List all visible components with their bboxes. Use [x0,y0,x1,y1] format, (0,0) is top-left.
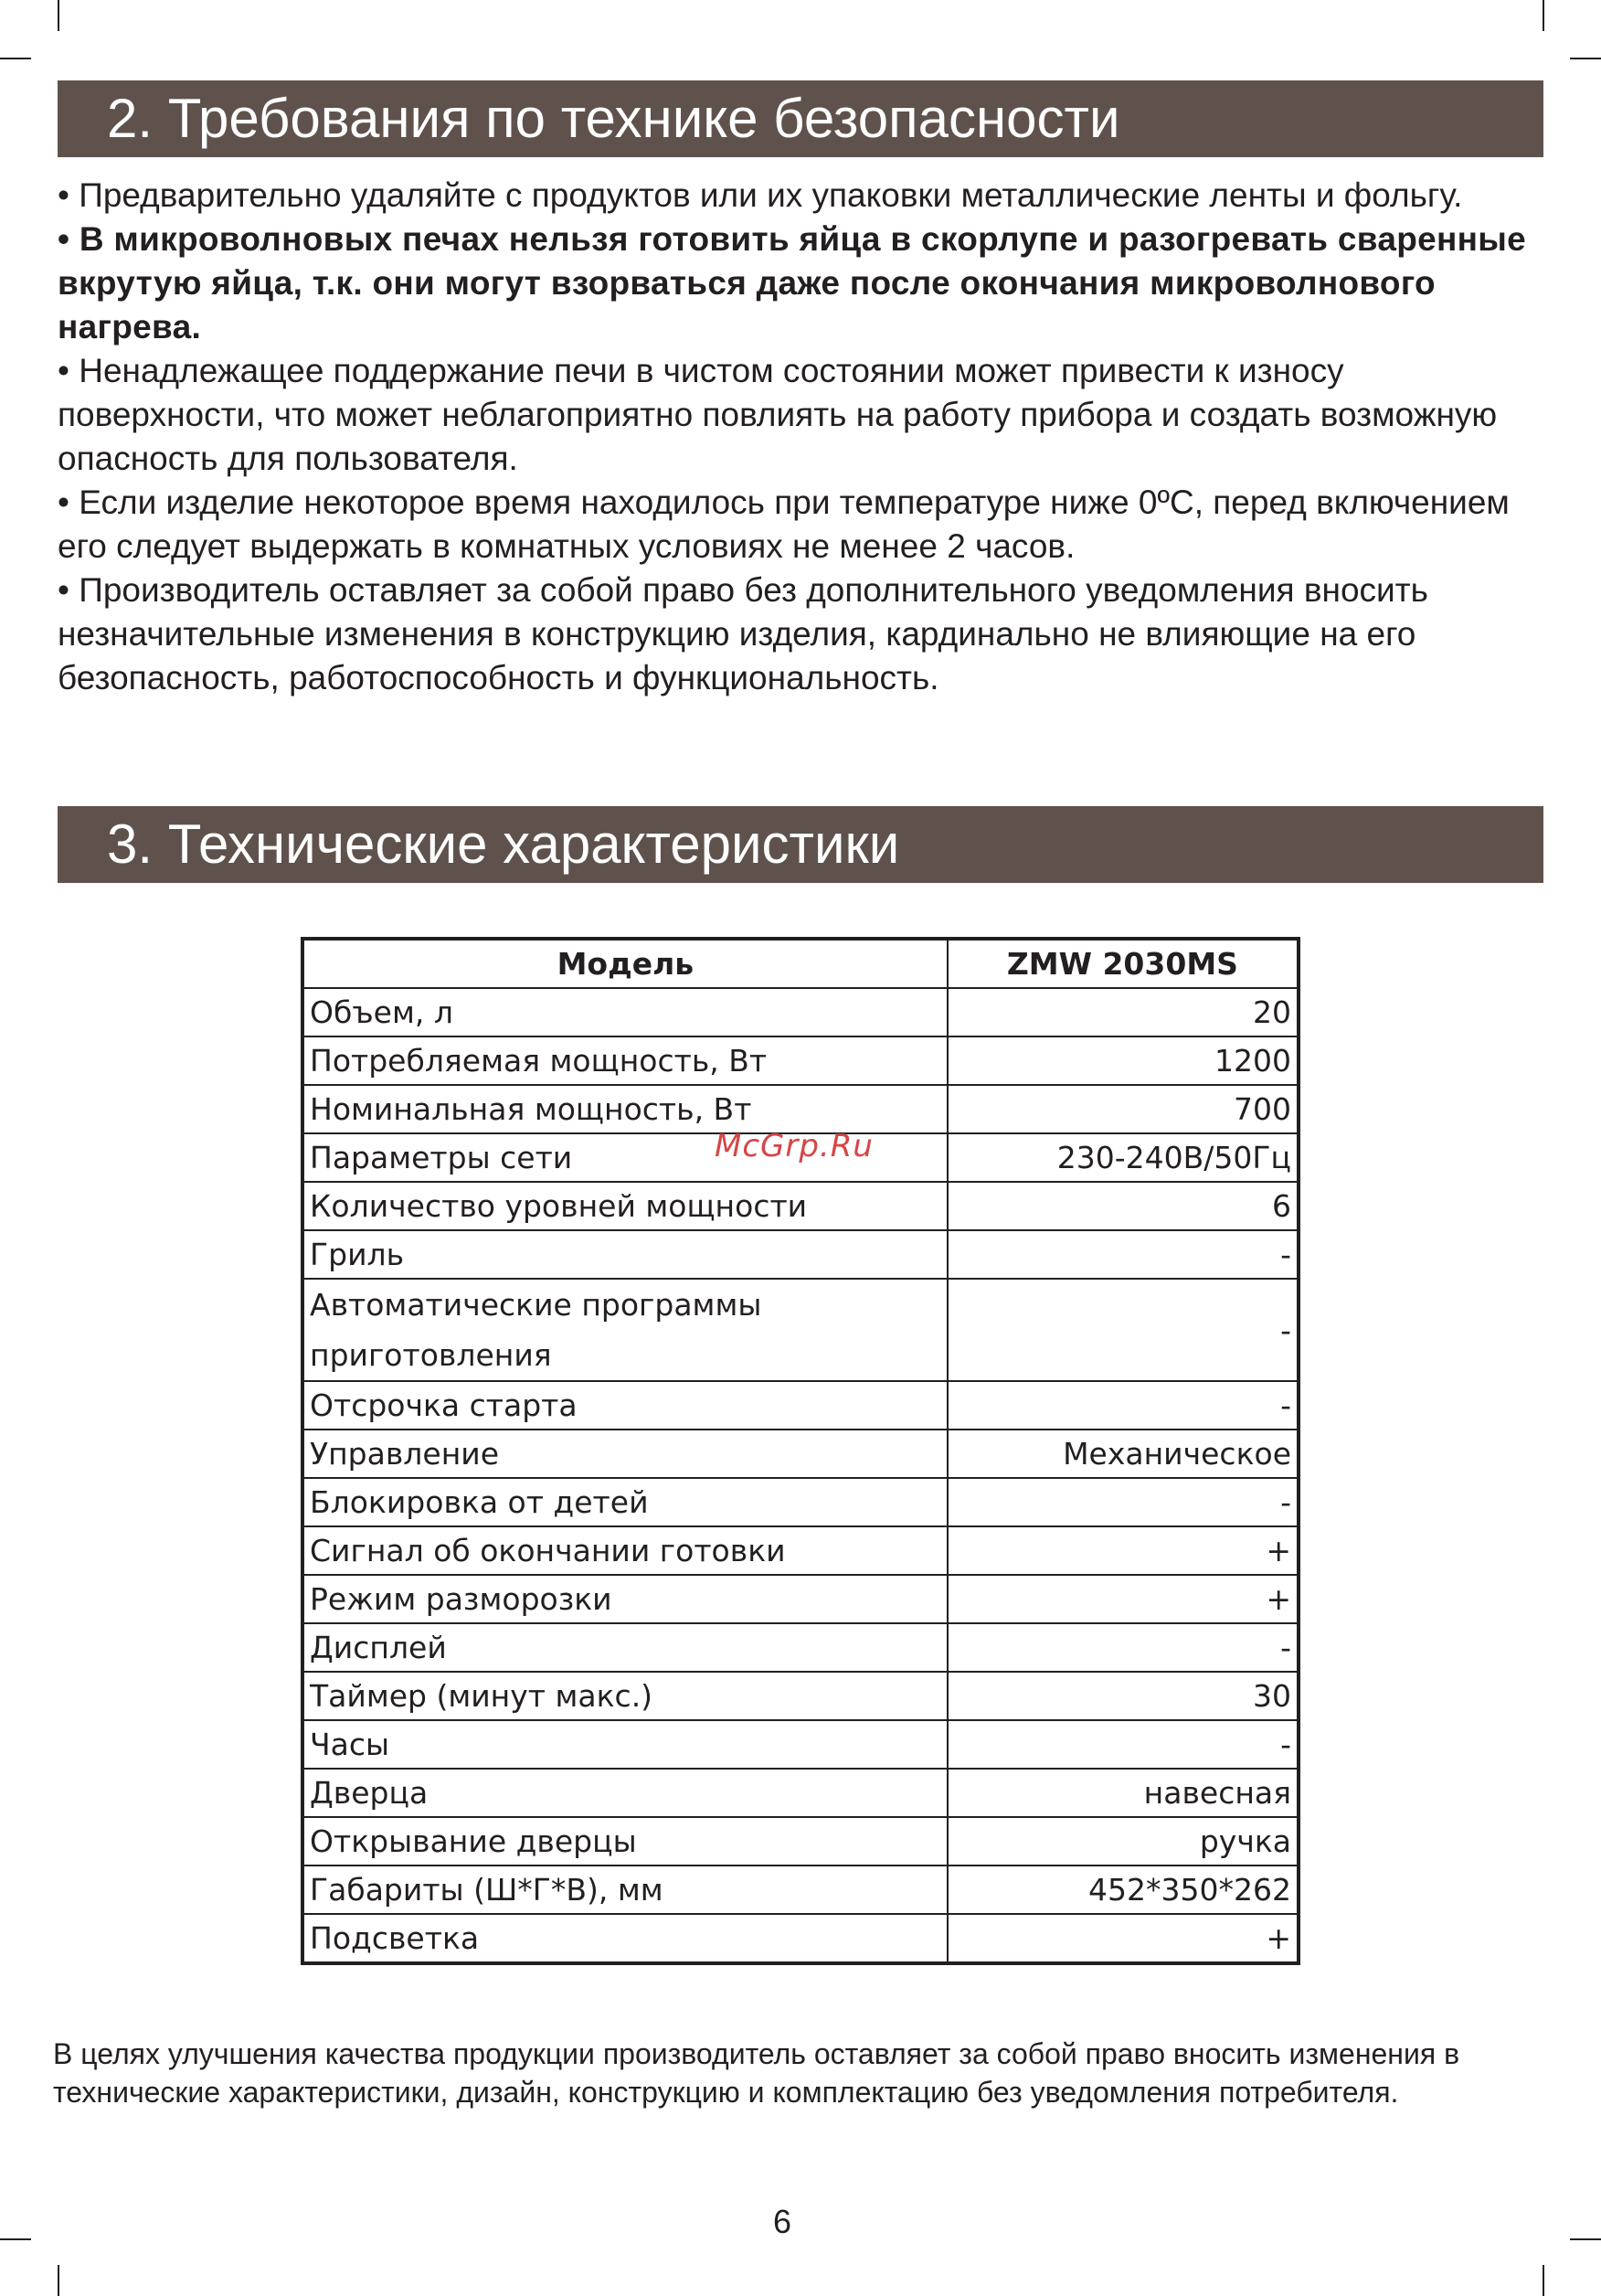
crop-mark [0,58,31,59]
row-value: - [948,1279,1299,1381]
row-value: - [948,1230,1299,1279]
row-key: Количество уровней мощности [302,1182,948,1230]
row-value: 452*350*262 [948,1866,1299,1914]
row-key: Номинальная мощность, Вт [302,1085,948,1133]
safety-paragraph: • Если изделие некоторое время находилось при температуре ниже 0ºС, перед включением его следует выдержать в комнатных условиях не менее 2 часов. [58,484,1510,565]
section-3-header [58,806,1543,883]
crop-mark [58,0,59,31]
table-row [302,1672,1299,1720]
row-value: - [948,1478,1299,1526]
row-key: Блокировка от детей [302,1478,948,1526]
table-row [302,1182,1299,1230]
table-row [302,1279,1299,1381]
section-3-title: 3. Технические характеристики [107,813,900,875]
row-value: навесная [948,1769,1299,1817]
row-value: 230-240В/50Гц [948,1133,1299,1182]
row-value: 6 [948,1182,1299,1230]
row-key: Гриль [302,1230,948,1279]
row-key: Режим разморозки [302,1575,948,1623]
table-row [302,1575,1299,1623]
safety-paragraph: • Ненадлежащее поддержание печи в чистом состоянии может привести к износу поверхности, что может неблагоприятно повлиять на работу прибора и создать возможную опасность для пользователя. [58,352,1498,477]
table-row [302,1769,1299,1817]
table-row [302,1866,1299,1914]
row-value: - [948,1381,1299,1430]
crop-mark [1543,2265,1544,2296]
row-value: 700 [948,1085,1299,1133]
row-key: Дисплей [302,1623,948,1672]
row-key: Сигнал об окончании готовки [302,1526,948,1575]
crop-mark [1570,58,1601,59]
section-2-header [58,80,1543,157]
table-row [302,1526,1299,1575]
row-value: - [948,1623,1299,1672]
header-value: ZMW 2030MS [948,939,1299,988]
safety-requirements-text [58,174,1556,700]
row-value: + [948,1914,1299,1963]
table-row [302,1720,1299,1769]
row-key: Потребляемая мощность, Вт [302,1036,948,1085]
row-key: Дверца [302,1769,948,1817]
row-value: 30 [948,1672,1299,1720]
table-row [302,1430,1299,1478]
footer-note: В целях улучшения качества продукции производитель оставляет за собой право вносить изменения в технические характеристики, дизайн, конструкцию и комплектацию без уведомления потребителя. [53,2037,1460,2109]
watermark: McGrp.Ru [715,1128,874,1164]
spec-table [301,937,1300,1965]
table-row [302,1381,1299,1430]
row-key: Подсветка [302,1914,948,1963]
table-row [302,1230,1299,1279]
row-value: + [948,1526,1299,1575]
safety-paragraph: • Предварительно удаляйте с продуктов или их упаковки металлические ленты и фольгу. [58,176,1463,214]
row-key: Автоматические программы приготовления [302,1279,948,1381]
crop-mark [1543,0,1544,31]
row-key: Открывание дверцы [302,1817,948,1866]
row-value: - [948,1720,1299,1769]
section-2-title: 2. Требования по технике безопасности [107,88,1120,149]
table-row [302,1085,1299,1133]
header-key: Модель [302,939,948,988]
table-row [302,1817,1299,1866]
row-value: 1200 [948,1036,1299,1085]
row-key: Таймер (минут макс.) [302,1672,948,1720]
row-key: Часы [302,1720,948,1769]
row-value: + [948,1575,1299,1623]
table-row [302,1036,1299,1085]
row-value: ручка [948,1817,1299,1866]
row-key: Объем, л [302,988,948,1036]
table-header-row [302,939,1299,988]
table-row [302,988,1299,1036]
crop-mark [58,2265,59,2296]
table-row [302,1914,1299,1963]
table-row [302,1623,1299,1672]
crop-mark [1570,2238,1601,2240]
row-value: Механическое [948,1430,1299,1478]
safety-paragraph: • Производитель оставляет за собой право без дополнительного уведомления вносить незначительные изменения в конструкцию изделия, кардинально не влияющие на его безопасность, работоспособность и функциональность. [58,571,1428,696]
row-value: 20 [948,988,1299,1036]
row-key: Габариты (Ш*Г*В), мм [302,1866,948,1914]
page-number: 6 [772,2203,792,2240]
row-key: Управление [302,1430,948,1478]
row-key: Отсрочка старта [302,1381,948,1430]
row-key: Параметры сети [302,1133,948,1182]
table-row [302,1478,1299,1526]
safety-paragraph-warning: • В микроволновых печах нельзя готовить яйца в скорлупе и разогревать сваренные вкрутую яйца, т.к. они могут взорваться даже после окончания микроволнового нагрева. [58,220,1527,345]
